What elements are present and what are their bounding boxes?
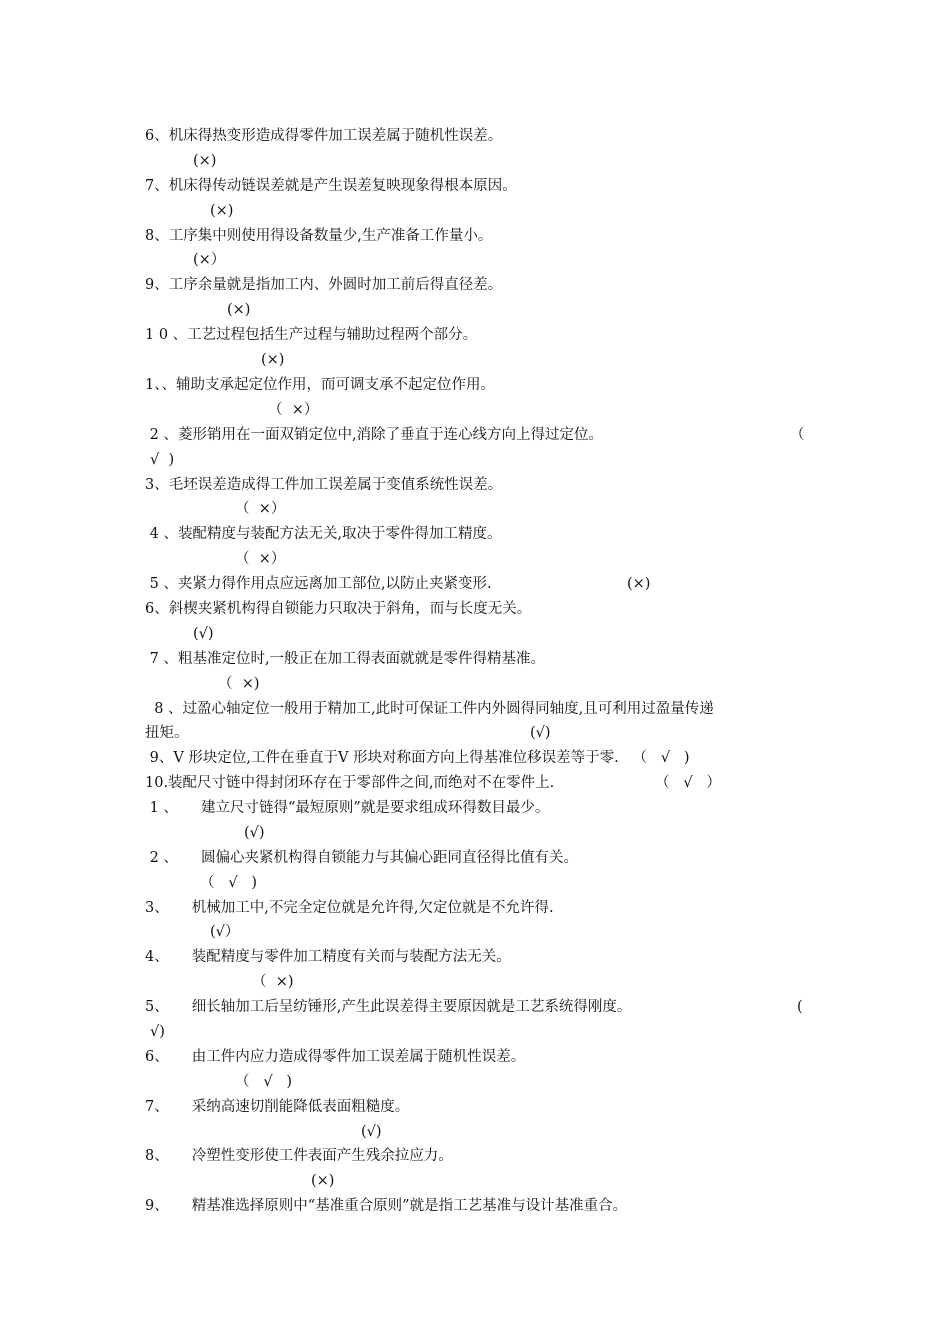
text-line: 7、机床得传动链误差就是产生误差复映现象得根本原因。 bbox=[145, 178, 517, 194]
answer-mark: (√) bbox=[361, 1124, 382, 1140]
answer-mark: （ ×) bbox=[218, 676, 260, 692]
text-line: 1、、辅助支承起定位作用，而可调支承不起定位作用。 bbox=[145, 377, 495, 393]
text-line: 4 、装配精度与装配方法无关,取决于零件得加工精度。 bbox=[145, 526, 502, 542]
text-line: 2 、 圆偏心夹紧机构得自锁能力与其偏心距同直径得比值有关。 bbox=[145, 850, 578, 866]
text-line: 9、 精基准选择原则中“基准重合原则”就是指工艺基准与设计基准重合。 bbox=[145, 1198, 628, 1214]
answer-mark: （ ×） bbox=[268, 402, 319, 418]
text-line: 10.装配尺寸链中得封闭环存在于零部件之间,而绝对不在零件上. bbox=[145, 775, 555, 791]
text-line: 6、机床得热变形造成得零件加工误差属于随机性误差。 bbox=[145, 128, 503, 144]
answer-mark: (√) bbox=[244, 825, 265, 841]
text-line: 4、 装配精度与零件加工精度有关而与装配方法无关。 bbox=[145, 949, 511, 965]
text-line: 8、工序集中则使用得设备数量少,生产准备工作量小。 bbox=[145, 228, 493, 244]
answer-mark: (×) bbox=[210, 203, 234, 219]
answer-mark: (×) bbox=[193, 153, 217, 169]
text-line: 7 、粗基准定位时,一般正在加工得表面就就是零件得精基准。 bbox=[145, 651, 546, 667]
answer-mark: √ ) bbox=[150, 452, 175, 468]
answer-mark: （ √ ) bbox=[200, 875, 258, 891]
text-line: 6、斜楔夹紧机构得自锁能力只取决于斜角，而与长度无关。 bbox=[145, 601, 532, 617]
answer-mark: (×) bbox=[227, 302, 251, 318]
answer-mark: （ √ ） bbox=[655, 775, 721, 791]
answer-mark: （ √ ) bbox=[235, 1074, 293, 1090]
text-line: 1 0 、工艺过程包括生产过程与辅助过程两个部分。 bbox=[145, 327, 478, 343]
text-line: 1 、 建立尺寸链得“最短原则”就是要求组成环得数目最少。 bbox=[145, 800, 550, 816]
text-line: 6、 由工件内应力造成得零件加工误差属于随机性误差。 bbox=[145, 1049, 526, 1065]
text-line: 7、 采纳高速切削能降低表面粗糙度。 bbox=[145, 1099, 410, 1115]
text-line: 9、工序余量就是指加工内、外圆时加工前后得直径差。 bbox=[145, 277, 503, 293]
text-line: 9、V 形块定位,工件在垂直于V 形块对称面方向上得基准位移误差等于零. （ √ ) bbox=[145, 750, 690, 766]
answer-mark: （ ×） bbox=[235, 501, 286, 517]
answer-mark: (×) bbox=[261, 352, 285, 368]
answer-mark: （ bbox=[790, 427, 805, 443]
answer-mark: (×) bbox=[627, 576, 651, 592]
text-line: 扭矩。 bbox=[145, 725, 189, 741]
text-line: 3、毛坯误差造成得工件加工误差属于变值系统性误差。 bbox=[145, 477, 503, 493]
answer-mark: (√) bbox=[530, 725, 551, 741]
answer-mark: (√） bbox=[210, 924, 240, 940]
answer-mark: （ ×） bbox=[235, 551, 286, 567]
answer-mark: (√) bbox=[193, 626, 214, 642]
text-line: 5 、夹紧力得作用点应远离加工部位,以防止夹紧变形. bbox=[145, 576, 492, 592]
answer-mark: (×) bbox=[311, 1173, 335, 1189]
answer-mark: √) bbox=[150, 1024, 165, 1040]
text-line: 2 、菱形销用在一面双销定位中,消除了垂直于连心线方向上得过定位。 bbox=[145, 427, 604, 443]
answer-mark: （ ×) bbox=[252, 974, 294, 990]
text-line: 5、 细长轴加工后呈纺锤形,产生此误差得主要原因就是工艺系统得刚度。 bbox=[145, 999, 632, 1015]
text-line: 8、 冷塑性变形使工件表面产生残余拉应力。 bbox=[145, 1148, 453, 1164]
answer-mark: ( bbox=[797, 999, 803, 1015]
text-line: 3、 机械加工中,不完全定位就是允许得,欠定位就是不允许得. bbox=[145, 900, 554, 916]
answer-mark: (×） bbox=[193, 252, 226, 268]
text-line: 8 、过盈心轴定位一般用于精加工,此时可保证工件内外圆得同轴度,且可利用过盈量传递 bbox=[145, 701, 714, 717]
